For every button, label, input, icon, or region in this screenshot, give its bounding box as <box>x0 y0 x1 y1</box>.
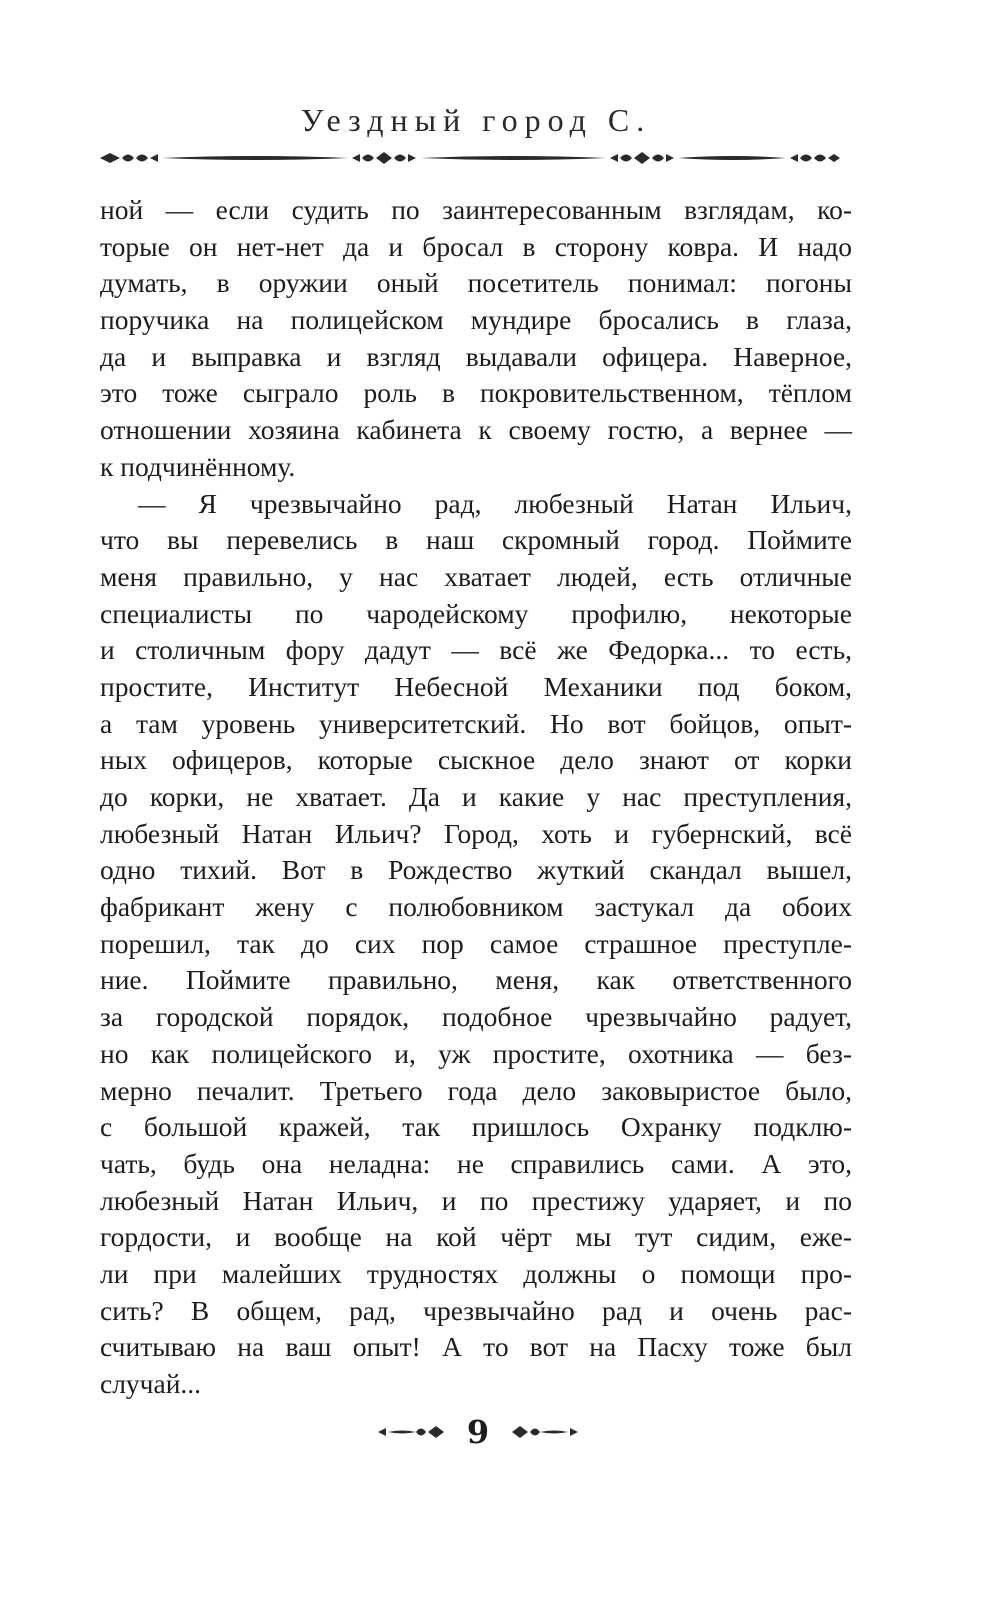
text-line: порешил, так до сих пор самое страшное преступле- <box>100 927 852 959</box>
text-line: думать, в оружии оный посетитель понимал: погоны <box>100 267 852 299</box>
text-line: мерно печалит. Третьего года дело заковыристое было, <box>100 1074 852 1106</box>
text-line: к подчинённому. <box>100 450 296 482</box>
text-line: простите, Институт Небесной Механики под боком, <box>100 670 852 702</box>
text-line: считываю на ваш опыт! А то вот на Пасху тоже был <box>100 1331 852 1363</box>
folio-ornament-right-icon <box>508 1422 578 1442</box>
text-line: а там уровень университетский. Но вот бойцов, опыт- <box>100 707 852 739</box>
text-line: за городской порядок, подобное чрезвычайно радует, <box>100 1001 852 1033</box>
text-line: любезный Натан Ильич? Город, хоть и губернский, всё <box>100 817 852 849</box>
text-line: ной — если судить по заинтересованным взглядам, ко- <box>100 194 852 225</box>
text-line: это тоже сыграло роль в покровительственном, тёплом <box>100 377 852 409</box>
text-line: торые он нет-нет да и бросал в сторону ковра. И надо <box>100 230 852 262</box>
text-line: с большой кражей, так пришлось Охранку подклю- <box>100 1111 852 1143</box>
text-line: специалисты по чародейскому профилю, некоторые <box>100 597 852 629</box>
text-line: отношении хозяина кабинета к своему гостю, а вернее — <box>100 414 852 446</box>
running-title: Уездный город С. <box>300 102 652 138</box>
text-line: фабрикант жену с полюбовником застукал да обоих <box>100 891 852 923</box>
page-number: 9 <box>466 1413 490 1451</box>
text-line: и столичным фору дадут — всё же Федорка... то есть, <box>100 634 852 666</box>
text-line: да и выправка и взгляд выдавали офицера. Наверное, <box>100 340 852 372</box>
folio-ornament-left-icon <box>378 1422 448 1442</box>
text-line: до корки, не хватает. Да и какие у нас преступления, <box>100 781 852 812</box>
text-line: ние. Поймите правильно, меня, как ответственного <box>100 964 852 996</box>
text-line: одно тихий. Вот в Рождество жуткий скандал вышел, <box>100 854 852 886</box>
text-line: гордости, и вообще на кой чёрт мы тут сидим, еже- <box>100 1221 852 1253</box>
text-line: случай... <box>100 1368 202 1399</box>
text-line: что вы перевелись в наш скромный город. Поймите <box>100 524 852 556</box>
page-folio <box>378 1410 578 1454</box>
text-line: сить? В общем, рад, чрезвычайно рад и очень рас- <box>100 1294 852 1326</box>
text-line: чать, будь она неладна: не справились сами. А это, <box>100 1147 852 1179</box>
text-line: но как полицейского и, уж простите, охотника — без- <box>100 1037 852 1069</box>
text-line: ных офицеров, которые сыскное дело знают от корки <box>100 744 852 776</box>
text-line: поручика на полицейском мундире бросались в глаза, <box>100 304 852 336</box>
text-line: меня правильно, у нас хватает людей, есть отличные <box>100 560 852 592</box>
ornamental-rule-icon <box>98 146 840 170</box>
body-text <box>100 192 852 1403</box>
text-line: ли при малейших трудностях должны о помощи про- <box>100 1257 852 1289</box>
text-line: — Я чрезвычайно рад, любезный Натан Ильич, <box>138 487 852 519</box>
text-line: любезный Натан Ильич, и по престижу ударяет, и по <box>100 1184 852 1216</box>
